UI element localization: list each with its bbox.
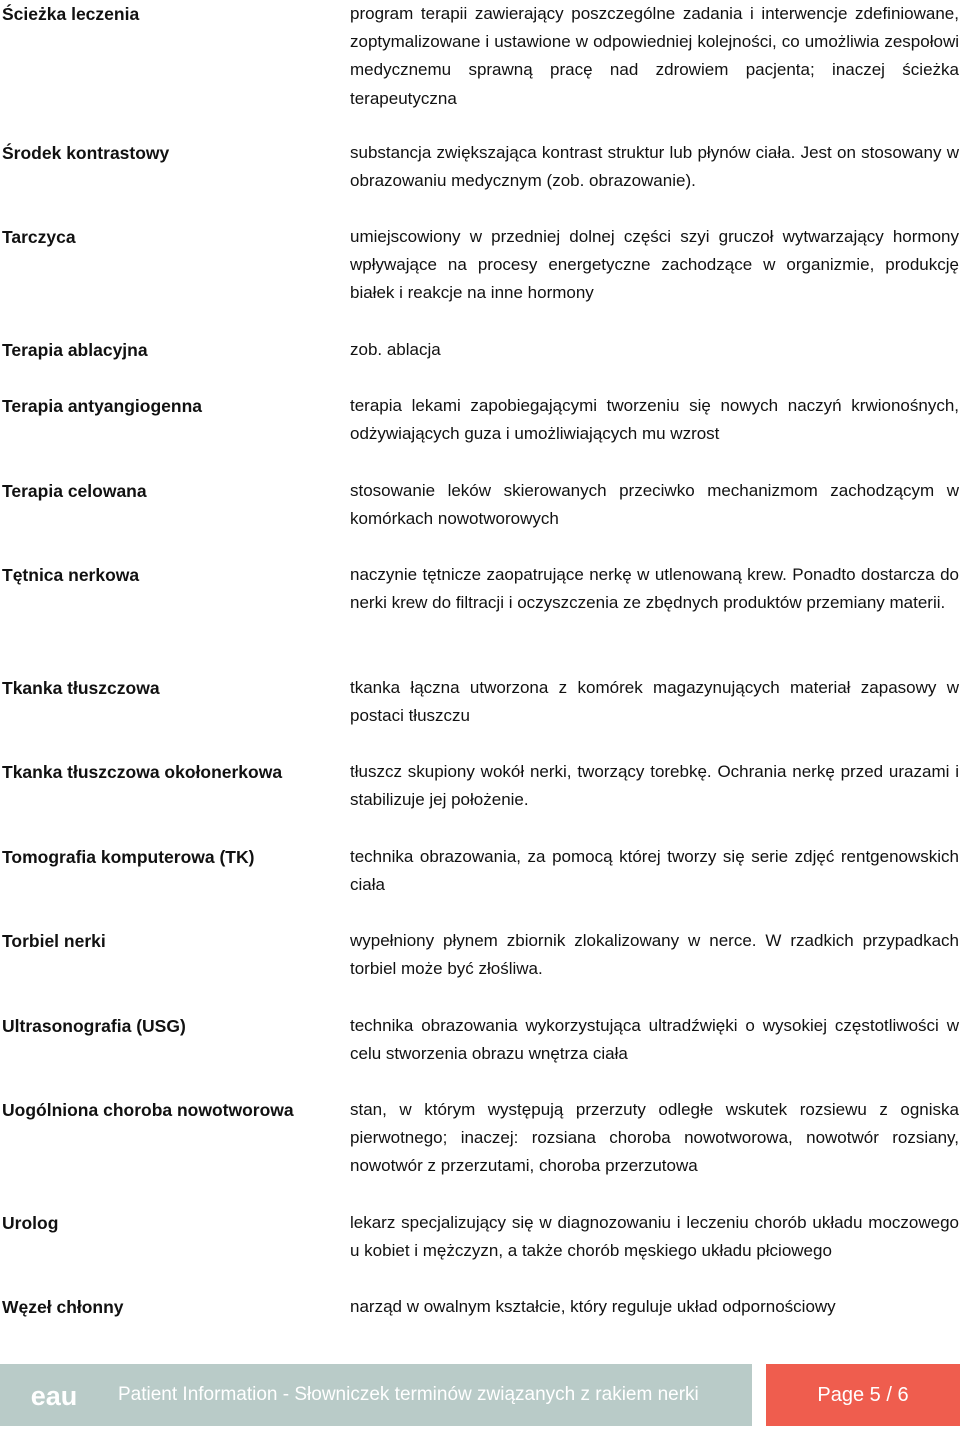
glossary-term: Węzeł chłonny	[2, 1297, 124, 1317]
glossary-definition: narząd w owalnym kształcie, który reguluje układ odpornościowy	[350, 1297, 836, 1316]
footer-title: Patient Information - Słowniczek terminów związanych z rakiem nerki	[118, 1384, 699, 1405]
glossary-definition: tłuszcz skupiony wokół nerki, tworzący torebkę. Ochrania nerkę przed urazami i stabilizuje jej położenie.	[350, 762, 959, 810]
glossary-term: Ścieżka leczenia	[2, 4, 140, 24]
glossary-term: Tkanka tłuszczowa okołonerkowa	[2, 762, 283, 782]
glossary-term: Środek kontrastowy	[2, 143, 170, 163]
glossary-definition: zob. ablacja	[350, 340, 441, 359]
glossary-term: Tarczyca	[2, 227, 76, 247]
glossary-term: Terapia ablacyjna	[2, 340, 148, 360]
glossary-term: Tętnica nerkowa	[2, 565, 140, 585]
glossary-term: Uogólniona choroba nowotworowa	[2, 1100, 294, 1120]
glossary-definition: terapia lekami zapobiegającymi tworzeniu się nowych naczyń krwionośnych, odżywiających guza i umożliwiających mu wzrost	[350, 396, 959, 444]
glossary-definition: technika obrazowania, za pomocą której tworzy się serie zdjęć rentgenowskich ciała	[350, 847, 959, 895]
eau-logo-text: eau	[30, 1381, 78, 1410]
glossary-term: Urolog	[2, 1213, 59, 1233]
glossary-definition: lekarz specjalizujący się w diagnozowaniu i leczeniu chorób układu moczowego u kobiet i mężczyzn, a także chorób męskiego układu płciowego	[350, 1213, 959, 1261]
glossary-definition: umiejscowiony w przedniej dolnej części szyi gruczoł wytwarzający hormony wpływające na procesy energetyczne zachodzące w organizmie, produkcję białek i reakcje na inne hormony	[350, 227, 959, 303]
glossary-definition: technika obrazowania wykorzystująca ultradźwięki o wysokiej częstotliwości w celu stworzenia obrazu wnętrza ciała	[350, 1016, 959, 1064]
glossary-term: Torbiel nerki	[2, 931, 106, 951]
glossary-definition: wypełniony płynem zbiornik zlokalizowany w nerce. W rzadkich przypadkach torbiel może być złośliwa.	[350, 931, 959, 979]
eau-logo	[26, 1380, 82, 1410]
glossary-term: Ultrasonografia (USG)	[2, 1016, 186, 1036]
glossary-definition: naczynie tętnicze zaopatrujące nerkę w utlenowaną krew. Ponadto dostarcza do nerki krew do filtracji i oczyszczenia ze zbędnych produktów przemiany materii.	[350, 565, 959, 613]
glossary-definition: tkanka łączna utworzona z komórek magazynujących materiał zapasowy w postaci tłuszczu	[350, 678, 959, 726]
footer-bar	[0, 1364, 752, 1426]
glossary-term: Tkanka tłuszczowa	[2, 678, 160, 698]
page-footer	[0, 1364, 960, 1426]
glossary-term: Terapia celowana	[2, 481, 147, 501]
glossary-definition: stosowanie leków skierowanych przeciwko mechanizmom zachodzącym w komórkach nowotworowych	[350, 481, 959, 529]
glossary-definition: program terapii zawierający poszczególne zadania i interwencje zdefiniowane, zoptymalizowane i ustawione w odpowiedniej kolejności, co umożliwia zespołowi medycznemu sprawną pracę nad zdrowiem pacjenta; inaczej ścieżka terapeutyczna	[350, 4, 959, 108]
glossary-term: Terapia antyangiogenna	[2, 396, 202, 416]
glossary-definition: stan, w którym występują przerzuty odległe wskutek rozsiewu z ogniska pierwotnego; inaczej: rozsiana choroba nowotworowa, nowotwór rozsiany, nowotwór z przerzutami, choroba przerzutowa	[350, 1100, 959, 1176]
glossary-definition: substancja zwiększająca kontrast struktur lub płynów ciała. Jest on stosowany w obrazowaniu medycznym (zob. obrazowanie).	[350, 143, 959, 191]
glossary-term: Tomografia komputerowa (TK)	[2, 847, 255, 867]
page-number-badge: Page 5 / 6	[766, 1364, 960, 1426]
